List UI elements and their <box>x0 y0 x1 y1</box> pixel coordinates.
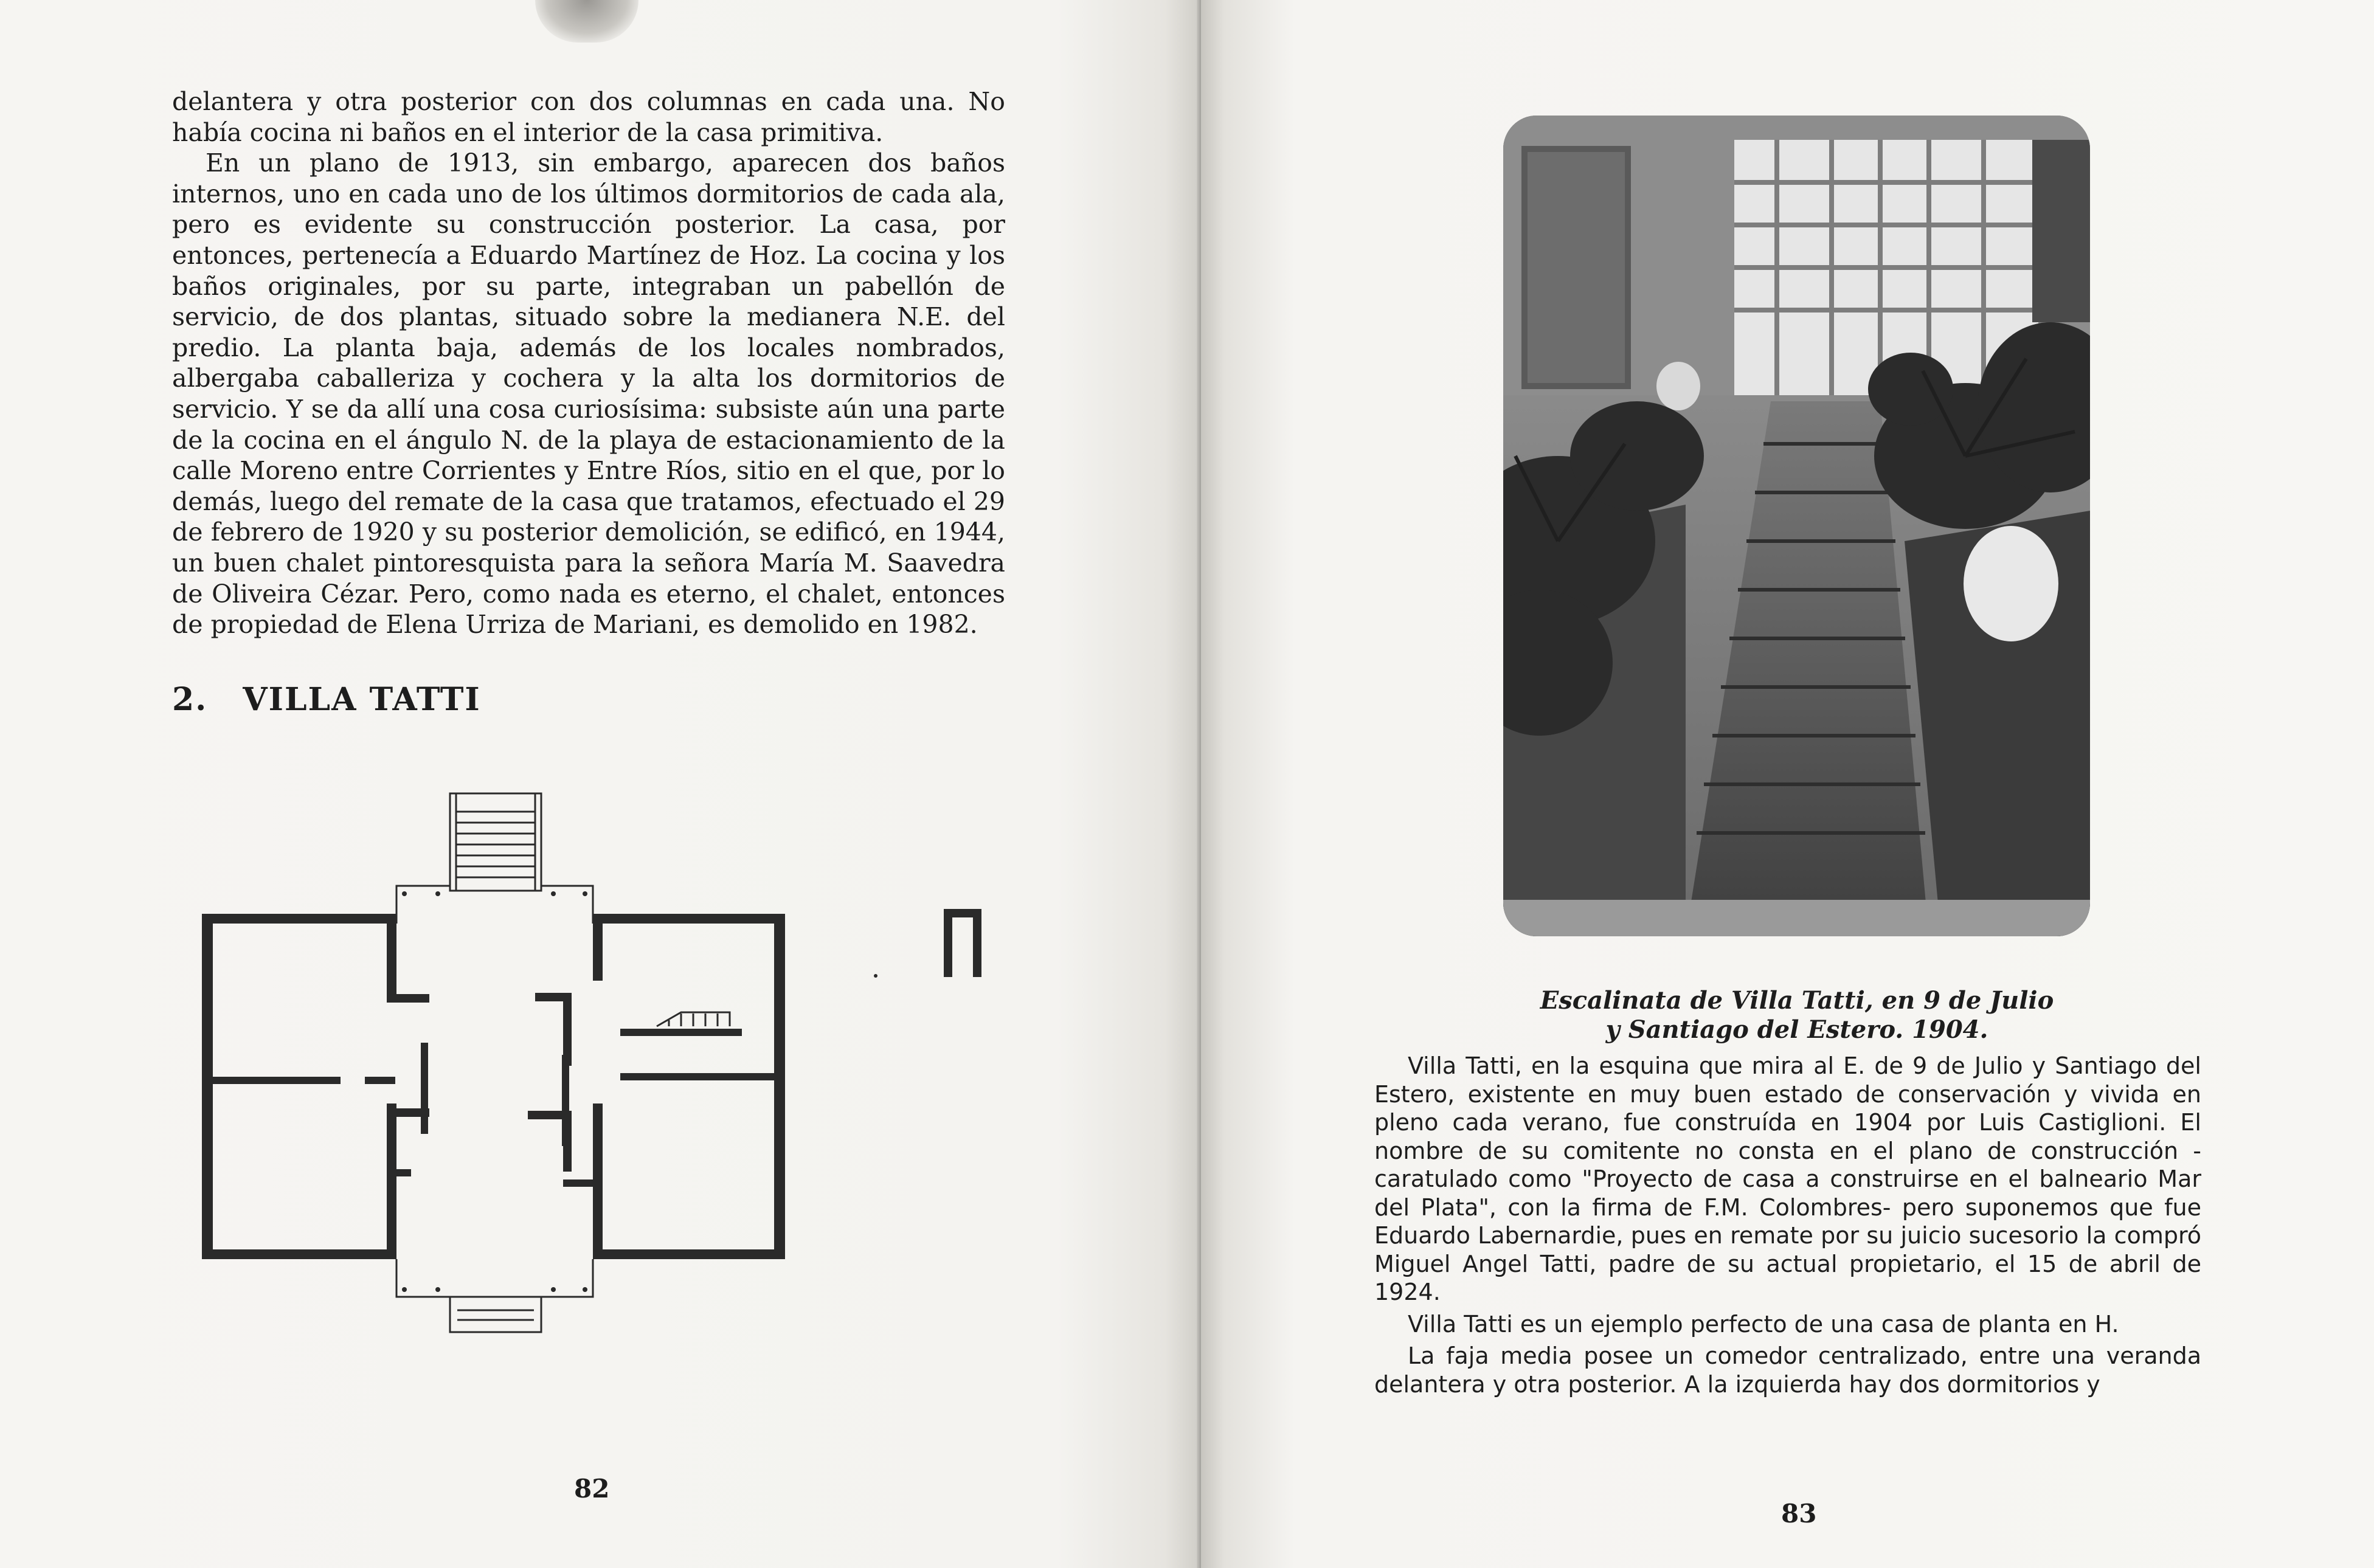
paragraph: Villa Tatti, en la esquina que mira al E. de 9 de Julio y Santiago del Estero, existente en muy buen estado de conservación y vivida en pleno cada verano, fue construída en 1904 por Luis Castiglioni. El nombre de su comitente no consta en el plano de construcción - caratulado como "Proyecto de casa a construirse en el balneario Mar del Plata", con la firma de F.M. Colombres- pero suponemos que fue Eduardo Labernardie, pues en remate por su juicio sucesorio la compró Miguel Angel Tatti, padre de su actual propietario, el 15 de abril de 1924. <box>1374 1052 2201 1305</box>
scan-smudge <box>535 0 638 43</box>
paragraph: Villa Tatti es un ejemplo perfecto de una casa de planta en H. <box>1408 1310 2119 1338</box>
page-number: 82 <box>574 1474 610 1504</box>
page-number: 83 <box>1781 1499 1817 1528</box>
floor-plan-drawing <box>195 787 1022 1414</box>
paragraph: delantera y otra posterior con dos columnas en cada una. No había cocina ni baños en el interior de la casa primitiva. <box>172 87 1005 147</box>
paragraph: La faja media posee un comedor centralizado, entre una veranda delantera y otra posterior. A la izquierda hay dos dormitorios y <box>1374 1342 2201 1398</box>
photo-caption <box>1435 986 2159 1045</box>
section-number: 2. <box>172 681 208 718</box>
right-body-text <box>1374 1052 2201 1398</box>
section-title: VILLA TATTI <box>243 681 481 718</box>
floor-plan-figure <box>195 787 1022 1414</box>
section-heading <box>172 681 481 718</box>
paragraph: En un plano de 1913, sin embargo, aparecen dos baños internos, uno en cada uno de los últimos dormitorios de cada ala, pero es evidente su construcción posterior. La casa, por entonces, pertenecía a Eduardo Martínez de Hoz. La cocina y los baños originales, por su parte, integraban un pabellón de servicio, de dos plantas, situado sobre la medianera N.E. del predio. La planta baja, además de los locales nombrados, albergaba caballeriza y cochera y la alta los dormitorios de servicio. Y se da allí una cosa curiosísima: subsiste aún una parte de la cocina en el ángulo N. de la playa de estacionamiento de la calle Moreno entre Corrientes y Entre Ríos, sitio en el que, por lo demás, luego del remate de la casa que tratamos, efectuado el 29 de febrero de 1920 y su posterior demolición, se edificó, en 1944, un buen chalet pintoresquista para la señora María M. Saavedra de Oliveira Cézar. Pero, como nada es eterno, el chalet, entonces de propiedad de Elena Urriza de Mariani, es demolido en 1982. <box>172 148 1005 640</box>
left-body-text <box>172 86 1005 640</box>
caption-line: Escalinata de Villa Tatti, en 9 de Julio <box>1540 986 2054 1015</box>
staircase-photo <box>1503 116 2090 936</box>
photo-illustration <box>1503 116 2090 936</box>
caption-line: y Santiago del Estero. 1904. <box>1605 1015 1988 1044</box>
